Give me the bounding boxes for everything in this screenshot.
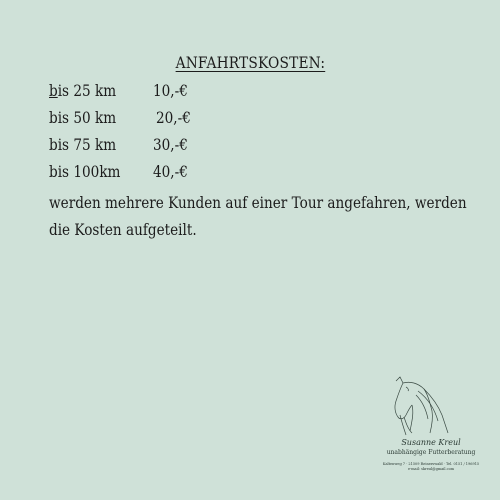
rate-distance: bis 50 km [49,108,117,127]
brand-logo [370,375,492,485]
rate-distance: bis 100km [49,162,121,181]
rate-row [49,134,194,156]
logo-subtitle: unabhängige Futterberatung [386,449,476,456]
note-line: die Kosten aufgeteilt. [49,220,197,239]
rate-price: 10,-€ [153,81,188,100]
logo-name: Susanne Kreul [401,438,461,447]
logo-address-line: Kaltenweg 7 · 21509 Reinerswald · Tel. 0151 / 196915 [382,462,480,466]
rate-price: 30,-€ [153,135,188,154]
rate-row [49,107,197,129]
logo-address [370,462,492,472]
shared-cost-note [49,189,467,243]
logo-email-line: e-mail: skreul@gmail.com [407,467,455,471]
rate-distance: bis 25 km [49,81,117,100]
rate-row [49,80,194,102]
note-line: werden mehrere Kunden auf einer Tour angefahren, werden [49,193,467,212]
rate-row [49,161,194,183]
rate-distance: bis 75 km [49,135,117,154]
page-title: ANFAHRTSKOSTEN: [175,53,326,72]
horse-head-icon [388,375,458,437]
rate-price: 20,-€ [156,108,191,127]
rate-price: 40,-€ [153,162,188,181]
